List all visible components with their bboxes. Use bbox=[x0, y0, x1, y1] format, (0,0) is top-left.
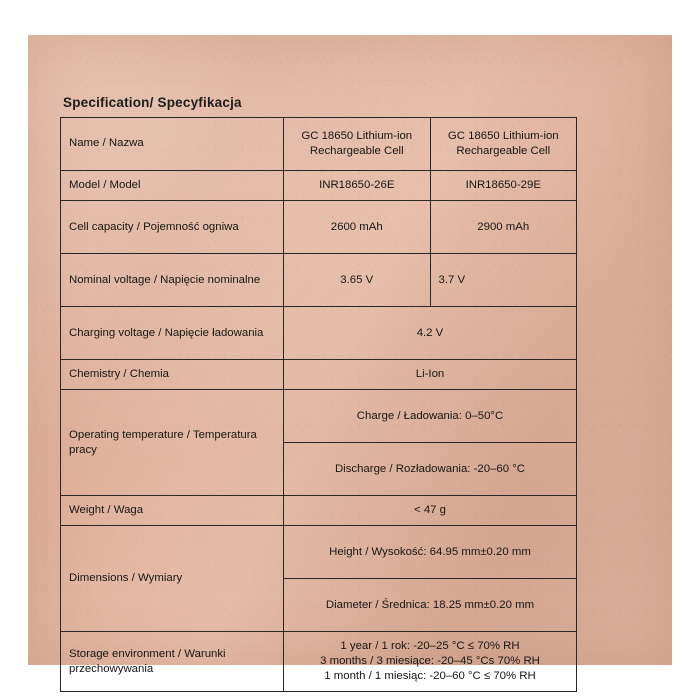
table-row bbox=[61, 307, 577, 360]
row-value-col2: GC 18650 Lithium-ion Rechargeable Cell bbox=[430, 118, 577, 171]
storage-line-1-year: 1 year / 1 rok: -20–25 °C ≤ 70% RH bbox=[340, 640, 520, 653]
row-label: Name / Nazwa bbox=[61, 118, 284, 171]
row-value-span-diameter: Diameter / Średnica: 18.25 mm±0.20 mm bbox=[284, 579, 577, 632]
row-value-col1: 3.65 V bbox=[284, 254, 431, 307]
table-row bbox=[61, 171, 577, 201]
table-row bbox=[61, 496, 577, 526]
table-row bbox=[61, 360, 577, 390]
row-value-span-charge: Charge / Ładowania: 0–50°C bbox=[284, 390, 577, 443]
table-row bbox=[61, 632, 577, 692]
row-value-span: < 47 g bbox=[284, 496, 577, 526]
table-row bbox=[61, 254, 577, 307]
specification-title: Specification/ Specyfikacja bbox=[63, 95, 242, 110]
table-row bbox=[61, 118, 577, 171]
row-label: Storage environment / Warunki przechowywania bbox=[61, 632, 284, 692]
storage-line-3-months: 3 months / 3 miesiące: -20–45 °Cs 70% RH bbox=[320, 655, 540, 668]
specification-content bbox=[60, 95, 620, 692]
row-value-span-discharge: Discharge / Rozładowania: -20–60 °C bbox=[284, 443, 577, 496]
row-label: Cell capacity / Pojemność ogniwa bbox=[61, 201, 284, 254]
row-value-col2: 2900 mAh bbox=[430, 201, 577, 254]
row-value-col2: INR18650-29E bbox=[430, 171, 577, 201]
row-label: Operating temperature / Temperatura pracy bbox=[61, 390, 284, 496]
row-value-span-height: Height / Wysokość: 64.95 mm±0.20 mm bbox=[284, 526, 577, 579]
table-row bbox=[61, 526, 577, 579]
product-label-paper bbox=[28, 35, 672, 683]
storage-line-1-month: 1 month / 1 miesiąc: -20–60 °C ≤ 70% RH bbox=[324, 670, 536, 683]
row-label: Charging voltage / Napięcie ładowania bbox=[61, 307, 284, 360]
table-row bbox=[61, 390, 577, 443]
row-label: Weight / Waga bbox=[61, 496, 284, 526]
row-value-col1: INR18650-26E bbox=[284, 171, 431, 201]
row-value-span: 4.2 V bbox=[284, 307, 577, 360]
row-label: Chemistry / Chemia bbox=[61, 360, 284, 390]
specification-table bbox=[60, 117, 577, 692]
row-value-col2: 3.7 V bbox=[430, 254, 577, 307]
row-label: Nominal voltage / Napięcie nominalne bbox=[61, 254, 284, 307]
row-value-col1: 2600 mAh bbox=[284, 201, 431, 254]
table-row bbox=[61, 201, 577, 254]
row-label: Dimensions / Wymiary bbox=[61, 526, 284, 632]
row-value-span: Li-Ion bbox=[284, 360, 577, 390]
row-value-storage bbox=[284, 632, 577, 692]
row-value-col1: GC 18650 Lithium-ion Rechargeable Cell bbox=[284, 118, 431, 171]
row-label: Model / Model bbox=[61, 171, 284, 201]
